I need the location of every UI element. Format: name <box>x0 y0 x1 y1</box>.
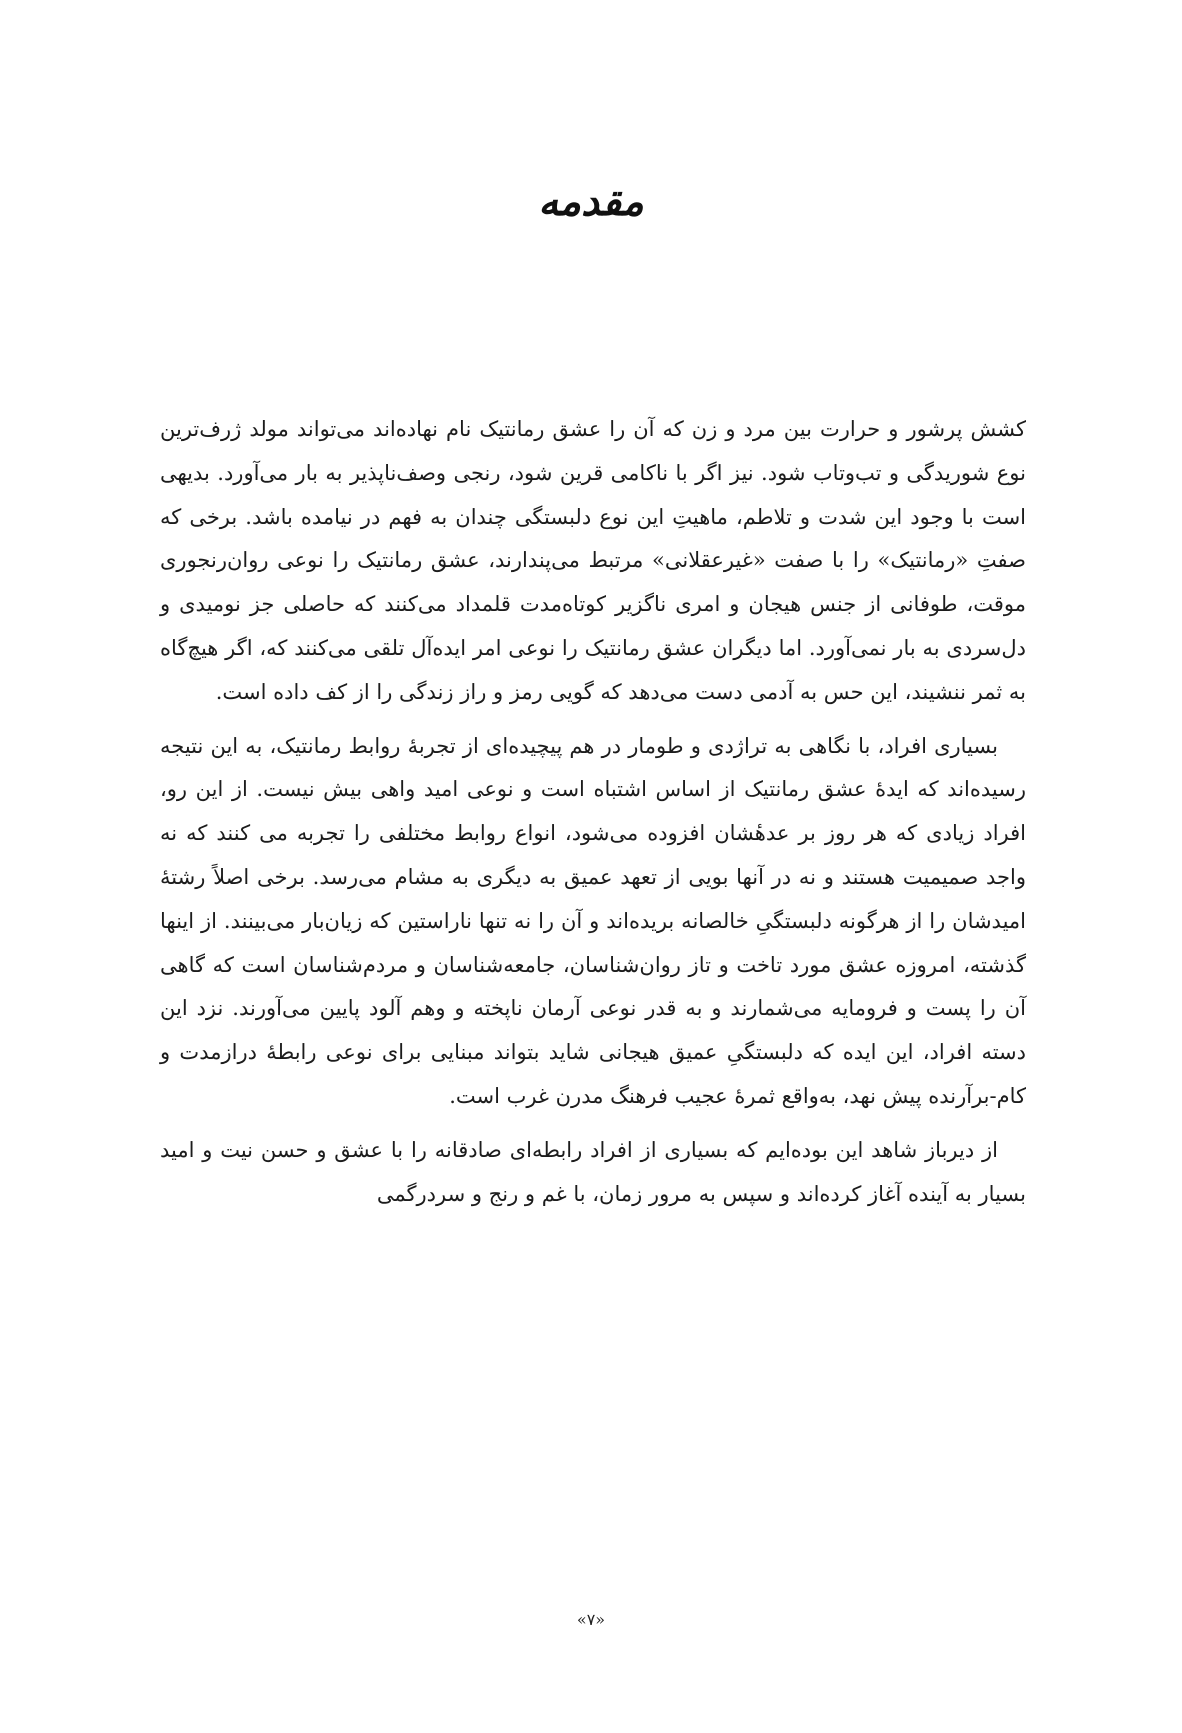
paragraph-2: بسیاری افراد، با نگاهی به تراژدی و طومار در هم پیچیده‌ای از تجربهٔ روابط رمانتیک، به این نتیجه رسیده‌اند که ایدهٔ عشق رمانتیک از اساس اشتباه است و نوعی امید واهی بیش نیست. از این رو، افراد زیادی که هر روز بر عدهٔشان افزوده می‌شود، انواع روابط مختلفی را تجربه می کنند که نه واجد صمیمیت هستند و نه در آنها بویی از تعهد عمیق به دیگری به مشام می‌رسد. برخی اصلاً رشتهٔ امیدشان را از هرگونه دلبستگیِ خالصانه بریده‌اند و آن را نه تنها ناراستین که زیان‌بار می‌بینند. از اینها گذشته، امروزه عشق مورد تاخت و تاز روان‌شناسان، جامعه‌شناسان و مردم‌شناسان است که گاهی آن را پست و فرومایه می‌شمارند و به قدر نوعی آرمان ناپخته و وهم آلود پایین می‌آورند. نزد این دسته افراد، این ایده که دلبستگیِ عمیق هیجانی شاید بتواند مبنایی برای نوعی رابطهٔ درازمدت و کام-برآرنده پیش نهد، به‌واقع ثمرهٔ عجیب فرهنگ مدرن غرب است. <box>160 733 1026 1108</box>
body-text <box>160 408 1026 1216</box>
paragraph-3: از دیرباز شاهد این بوده‌ایم که بسیاری از افراد رابطه‌ای صادقانه را با عشق و حسن نیت و امید بسیار به آینده آغاز کرده‌اند و سپس به مرور زمان، با غم و رنج و سردرگمی <box>160 1137 1026 1206</box>
chapter-title: مقدمه <box>538 179 644 225</box>
paragraph-1: کشش پرشور و حرارت بین مرد و زن که آن را عشق رمانتیک نام نهاده‌اند می‌تواند مولد ژرف‌ترین نوع شوریدگی و تب‌وتاب شود. نیز اگر با ناکامی قرین شود، رنجی وصف‌ناپذیر به بار می‌آورد. بدیهی است با وجود این شدت و تلاطم، ماهیتِ این نوع دلبستگی چندان به فهم در نیامده باشد. برخی که صفتِ «رمانتیک» را با صفت «غیرعقلانی» مرتبط می‌پندارند، عشق رمانتیک را نوعی روان‌رنجوری موقت، طوفانی از جنس هیجان و امری ناگزیر کوتاه‌مدت قلمداد می‌کنند که حاصلی جز نومیدی و دل‌سردی به بار نمی‌آورد. اما دیگران عشق رمانتیک را نوعی امر ایده‌آل تلقی می‌کنند که، اگر هیچ‌گاه به ثمر ننشیند، این حس به آدمی دست می‌دهد که گویی رمز و راز زندگی را از کف داده است. <box>160 417 1026 704</box>
page-number: «۷» <box>576 1610 606 1629</box>
